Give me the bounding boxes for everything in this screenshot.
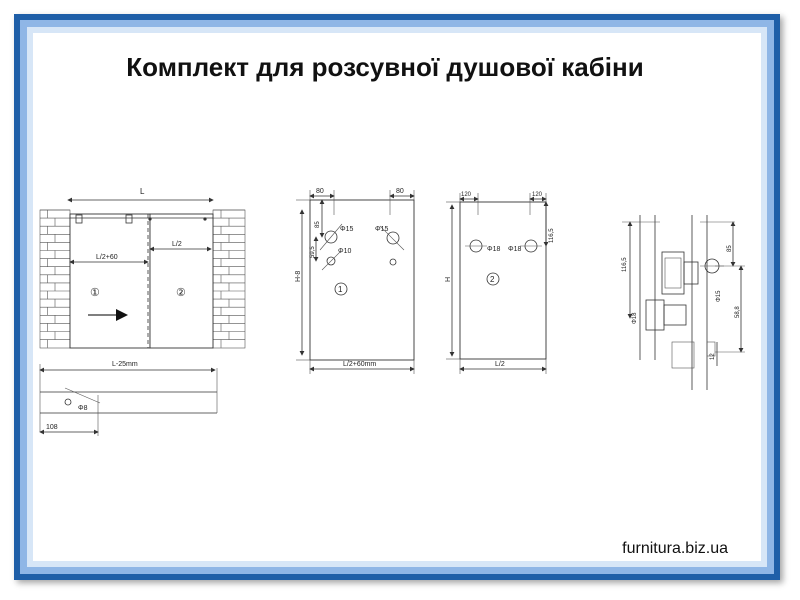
panel1-width: L/2+60mm: [343, 361, 377, 368]
dim-total-label: L: [140, 187, 145, 196]
side-hole-a: Φ18: [632, 312, 638, 324]
panel1-height: H-8: [295, 270, 302, 282]
panel1-number: 1: [338, 285, 343, 294]
panel2-width: L/2: [495, 361, 505, 368]
sliding-panel-1: [70, 214, 150, 348]
panel1-hole-1: Φ15: [340, 226, 354, 233]
panel2-dim-left: 120: [461, 192, 472, 198]
panel2-dim-right: 120: [532, 192, 543, 198]
panel2-dim-116-5: 116,5: [549, 228, 555, 243]
left-wall: [40, 210, 70, 348]
dim-right-label: L/2: [172, 241, 182, 248]
side-dim-12: 12: [710, 353, 716, 360]
panel1-hole-small: Φ10: [338, 248, 352, 255]
panel1-dim-85: 85: [315, 221, 321, 228]
website-url: furnitura.biz.ua: [622, 540, 728, 557]
panel1-dim-left: 80: [316, 188, 324, 195]
fixed-panel-2: [150, 214, 213, 348]
panel-2-drawing: [445, 192, 555, 374]
right-wall: [213, 210, 245, 348]
panel-1-drawing: [295, 188, 414, 374]
panel-1-outline: [310, 200, 414, 360]
panel1-hole-2: Φ15: [375, 226, 389, 233]
side-dim-58-8: 58,8: [735, 306, 741, 318]
panel-2-outline: [460, 202, 546, 359]
panel1-dim-right: 80: [396, 188, 404, 195]
side-dim-85: 85: [727, 245, 733, 252]
panel-1-label: ①: [90, 287, 100, 299]
hole-label: Φ8: [78, 405, 88, 412]
panel2-height: H: [445, 276, 452, 282]
side-hole-b: Φ15: [716, 290, 722, 302]
side-section-detail: [622, 215, 745, 390]
page-title: Комплект для розсувної душової кабіни: [126, 52, 644, 82]
offset-label: 108: [46, 424, 58, 431]
panel1-dim-59-5: 59,5: [310, 246, 316, 258]
front-view: [40, 187, 245, 436]
panel2-hole-2: Φ18: [508, 246, 522, 253]
panel2-hole-1: Φ18: [487, 246, 501, 253]
dim-left-label: L/2+60: [96, 254, 118, 261]
panel2-number: 2: [490, 275, 495, 284]
rail-length-label: L-25mm: [112, 361, 138, 368]
side-dim-116-5: 116,5: [622, 257, 628, 272]
panel-2-label: ②: [176, 287, 186, 299]
